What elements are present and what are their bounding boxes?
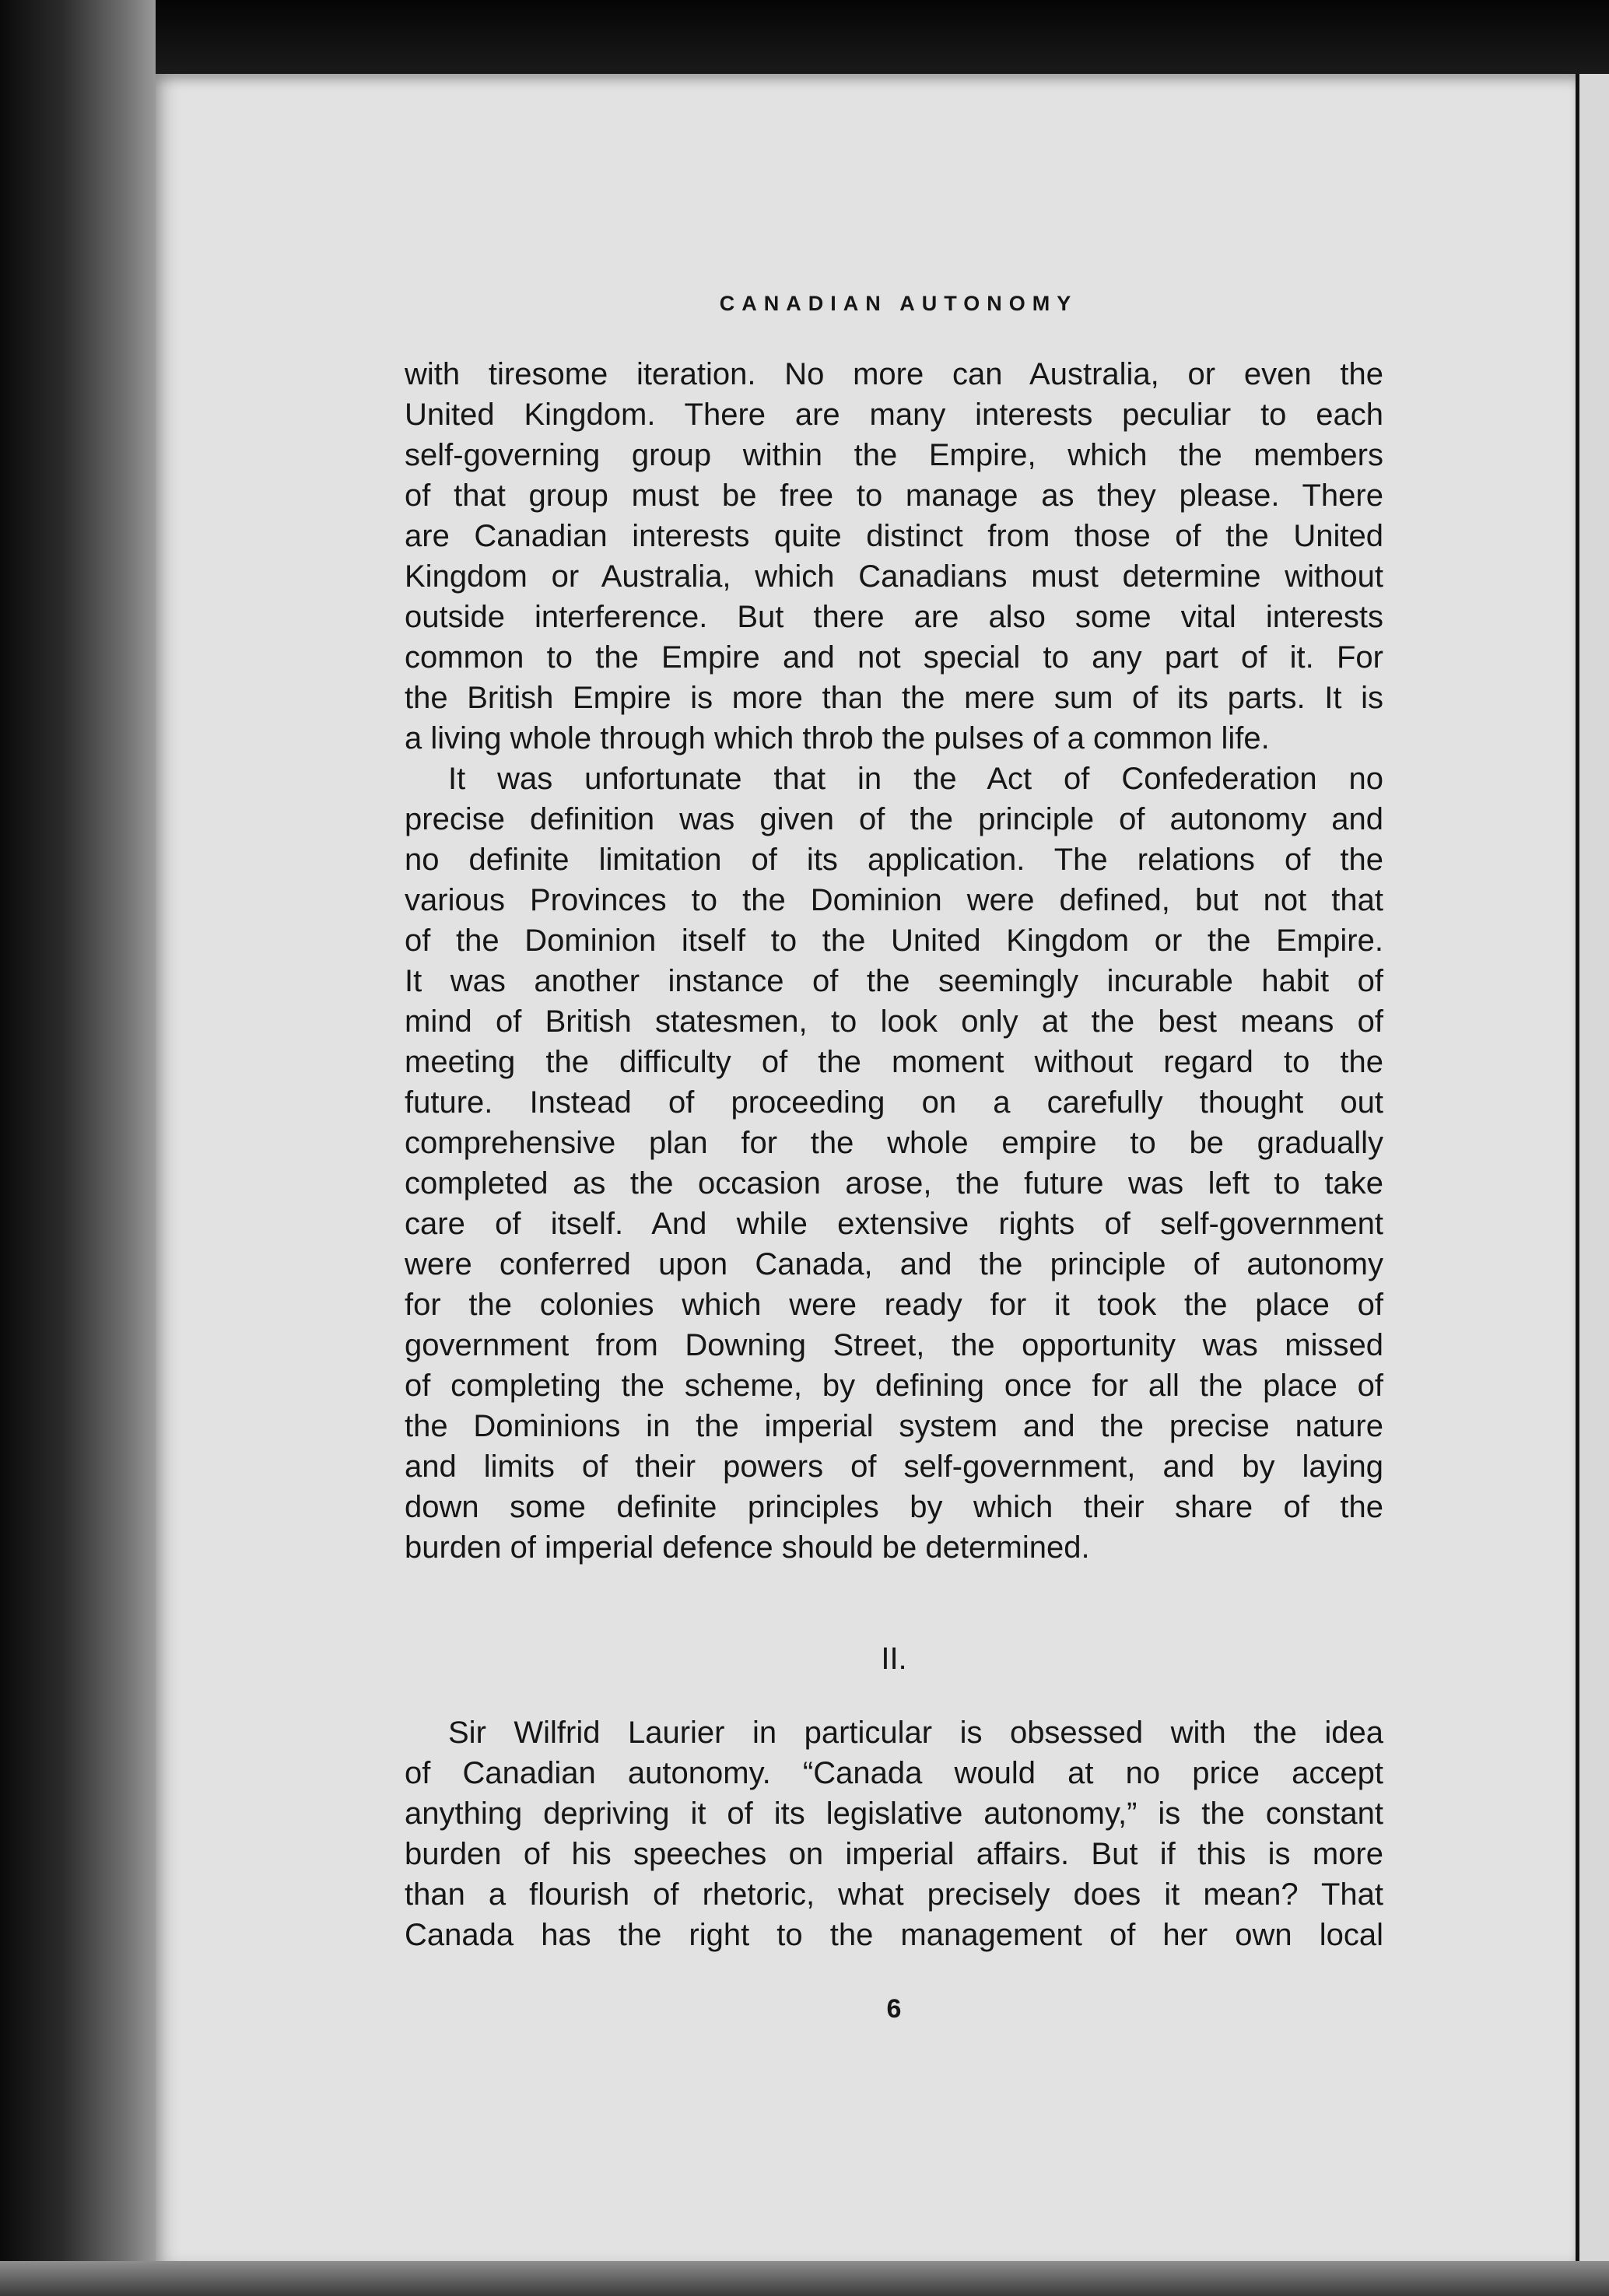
text-line: burden of imperial defence should be determined. bbox=[405, 1530, 1090, 1565]
text-line: common to the Empire and not special to any part of it. For bbox=[405, 640, 1383, 675]
scan-top-border bbox=[0, 0, 1609, 74]
text-line: anything depriving it of its legislative autonomy,” is the constant bbox=[405, 1796, 1383, 1831]
book-spine-shadow bbox=[0, 0, 156, 2296]
text-line: with tiresome iteration. No more can Australia, or even the bbox=[405, 357, 1383, 391]
text-line: a living whole through which throb the pulses of a common life. bbox=[405, 721, 1270, 755]
section-text bbox=[405, 1712, 1383, 1955]
text-line: outside interference. But there are also some vital interests bbox=[405, 600, 1383, 634]
text-line: various Provinces to the Dominion were defined, but not that bbox=[405, 883, 1383, 917]
text-line: of Canadian autonomy. “Canada would at no price accept bbox=[405, 1756, 1383, 1790]
text-line: were conferred upon Canada, and the principle of autonomy bbox=[405, 1247, 1383, 1281]
text-line: government from Downing Street, the opportunity was missed bbox=[405, 1328, 1383, 1362]
running-head: CANADIAN AUTONOMY bbox=[719, 292, 1078, 315]
page-number: 6 bbox=[886, 1994, 902, 2024]
text-line: are Canadian interests quite distinct from those of the United bbox=[405, 519, 1383, 553]
text-line: comprehensive plan for the whole empire to be gradually bbox=[405, 1126, 1383, 1160]
text-line: of that group must be free to manage as they please. There bbox=[405, 478, 1383, 513]
text-line: meeting the difficulty of the moment without regard to the bbox=[405, 1045, 1383, 1079]
text-line: Sir Wilfrid Laurier in particular is obsessed with the idea bbox=[448, 1716, 1383, 1750]
body-text bbox=[405, 354, 1383, 1568]
text-line: no definite limitation of its application. The relations of the bbox=[405, 843, 1383, 877]
text-line: and limits of their powers of self-government, and by laying bbox=[405, 1449, 1383, 1484]
text-line: precise definition was given of the principle of autonomy and bbox=[405, 802, 1383, 836]
facing-page-edge bbox=[1576, 74, 1609, 2296]
text-line: mind of British statesmen, to look only at the best means of bbox=[405, 1004, 1383, 1039]
scan-bottom-border bbox=[0, 2261, 1609, 2296]
text-line: It was another instance of the seemingly incurable habit of bbox=[405, 964, 1383, 998]
text-line: completed as the occasion arose, the future was left to take bbox=[405, 1166, 1383, 1201]
text-line: of the Dominion itself to the United Kingdom or the Empire. bbox=[405, 924, 1383, 958]
text-line: self-governing group within the Empire, which the members bbox=[405, 438, 1383, 472]
text-line: of completing the scheme, by defining once for all the place of bbox=[405, 1369, 1383, 1403]
text-line: It was unfortunate that in the Act of Confederation no bbox=[448, 762, 1383, 796]
text-line: United Kingdom. There are many interests peculiar to each bbox=[405, 398, 1383, 432]
text-line: Kingdom or Australia, which Canadians must determine without bbox=[405, 559, 1383, 594]
text-line: than a flourish of rhetoric, what precisely does it mean? That bbox=[405, 1877, 1383, 1912]
text-line: care of itself. And while extensive rights of self-government bbox=[405, 1207, 1383, 1241]
text-line: down some definite principles by which their share of the bbox=[405, 1490, 1383, 1524]
text-line: burden of his speeches on imperial affairs. But if this is more bbox=[405, 1837, 1383, 1871]
text-line: future. Instead of proceeding on a carefully thought out bbox=[405, 1085, 1383, 1120]
text-line: the British Empire is more than the mere sum of its parts. It is bbox=[405, 681, 1383, 715]
section-heading: II. bbox=[881, 1642, 907, 1676]
text-line: Canada has the right to the management of her own local bbox=[405, 1918, 1383, 1952]
text-line: the Dominions in the imperial system and the precise nature bbox=[405, 1409, 1383, 1443]
text-line: for the colonies which were ready for it took the place of bbox=[405, 1288, 1383, 1322]
